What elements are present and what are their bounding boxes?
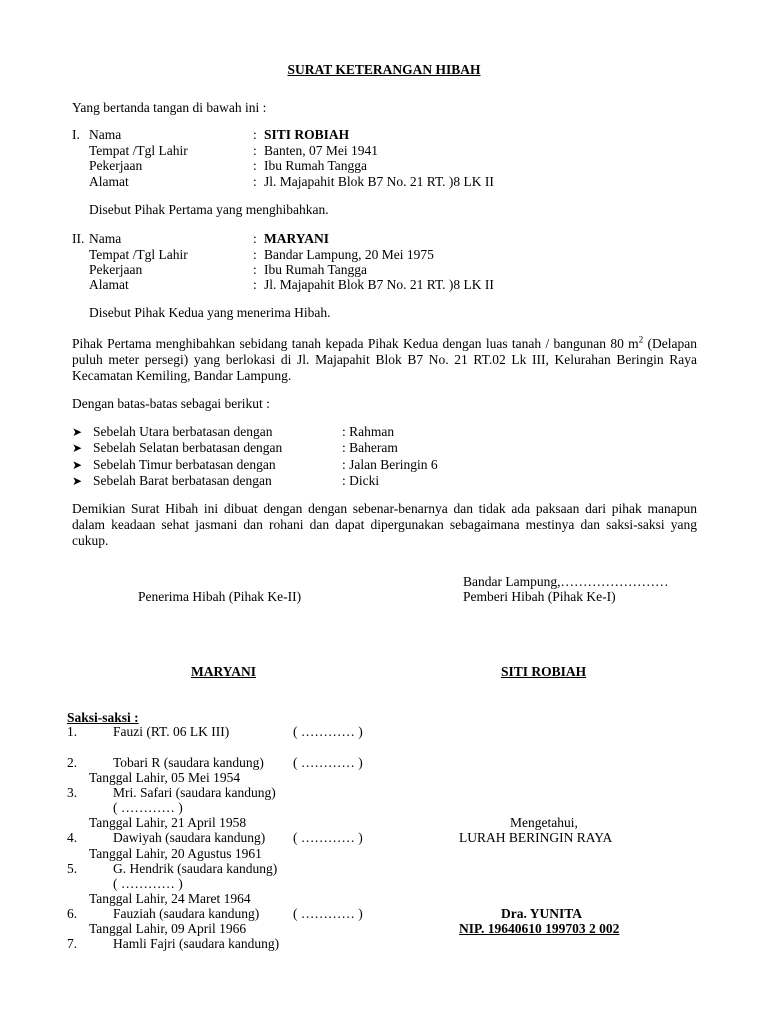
boundary-value: : Jalan Beringin 6 [342, 457, 438, 472]
party-one-address-value: Jl. Majapahit Blok B7 No. 21 RT. )8 LK II [264, 174, 494, 189]
party-one-job-value: Ibu Rumah Tangga [264, 158, 368, 173]
witness-name: Mri. Safari (saudara kandung) [113, 785, 276, 800]
colon: : [253, 262, 257, 277]
party-one-name-label: Nama [89, 127, 122, 142]
official-name: Dra. YUNITA [501, 906, 582, 921]
superscript-2: 2 [638, 334, 644, 345]
party-two-number: II. [72, 231, 85, 246]
boundary-label: Sebelah Utara berbatasan dengan [93, 424, 273, 439]
party-one-job-label: Pekerjaan [89, 158, 143, 173]
party-one-birth-value: Banten, 07 Mei 1941 [264, 143, 378, 158]
closing-paragraph: Demikian Surat Hibah ini dibuat dengan dengan sebenar-benarnya dan tidak ada paksaan dari pihak manapun dalam keadaan sehat jasmani dan rohani dan dapat dipergunakan sebagaimana mestinya dan saksi-saksi yang cukup. [72, 501, 697, 548]
witness-birth: Tanggal Lahir, 21 April 1958 [89, 815, 247, 830]
party-one-address-label: Alamat [89, 174, 129, 189]
witness-birth: Tanggal Lahir, 24 Maret 1964 [89, 891, 251, 906]
receiver-signature-name: MARYANI [191, 664, 257, 679]
intro-text: Yang bertanda tangan di bawah ini : [72, 100, 267, 115]
colon: : [253, 231, 257, 246]
party-two-birth-value: Bandar Lampung, 20 Mei 1975 [264, 247, 434, 262]
receiver-label: Penerima Hibah (Pihak Ke-II) [138, 589, 302, 604]
witness-birth: Tanggal Lahir, 05 Mei 1954 [89, 770, 241, 785]
giver-label: Pemberi Hibah (Pihak Ke-I) [463, 589, 616, 604]
witness-signature-slot: ( ………… ) [293, 906, 363, 921]
witness-signature-slot: ( ………… ) [293, 755, 363, 770]
colon: : [253, 247, 257, 262]
witness-number: 7. [67, 936, 78, 951]
colon: : [253, 174, 257, 189]
document-title: SURAT KETERANGAN HIBAH [287, 62, 481, 77]
witness-number: 5. [67, 861, 78, 876]
party-two-note: Disebut Pihak Kedua yang menerima Hibah. [89, 305, 331, 320]
party-two-address-value: Jl. Majapahit Blok B7 No. 21 RT. )8 LK II [264, 277, 494, 292]
witness-signature-slot: ( ………… ) [113, 800, 183, 815]
arrow-bullet-icon: ➤ [72, 425, 83, 439]
party-two-name-label: Nama [89, 231, 122, 246]
party-one-name-value: SITI ROBIAH [264, 127, 350, 142]
boundary-label: Sebelah Barat berbatasan dengan [93, 473, 272, 488]
party-two-name-value: MARYANI [264, 231, 330, 246]
boundaries-intro: Dengan batas-batas sebagai berikut : [72, 396, 270, 411]
witness-title: Saksi-saksi : [67, 710, 139, 725]
witness-signature-slot: ( ………… ) [293, 724, 363, 739]
witness-name: Tobari R (saudara kandung) [113, 755, 264, 770]
giver-signature-name: SITI ROBIAH [501, 664, 587, 679]
colon: : [253, 158, 257, 173]
arrow-bullet-icon: ➤ [72, 458, 83, 472]
colon: : [253, 143, 257, 158]
boundary-value: : Baheram [342, 440, 398, 455]
party-one-note: Disebut Pihak Pertama yang menghibahkan. [89, 202, 329, 217]
witness-number: 6. [67, 906, 78, 921]
boundary-value: : Dicki [342, 473, 380, 488]
witness-name: Hamli Fajri (saudara kandung) [113, 936, 280, 951]
party-two-job-label: Pekerjaan [89, 262, 143, 277]
witness-signature-slot: ( ………… ) [113, 876, 183, 891]
witness-birth: Tanggal Lahir, 20 Agustus 1961 [89, 846, 262, 861]
party-two-birth-label: Tempat /Tgl Lahir [89, 247, 188, 262]
place-date: Bandar Lampung,…………………… [463, 574, 669, 589]
boundary-label: Sebelah Selatan berbatasan dengan [93, 440, 283, 455]
official-nip: NIP. 19640610 199703 2 002 [459, 921, 620, 936]
witness-name: Fauziah (saudara kandung) [113, 906, 260, 921]
party-two-job-value: Ibu Rumah Tangga [264, 262, 368, 277]
colon: : [253, 127, 257, 142]
party-one-birth-label: Tempat /Tgl Lahir [89, 143, 188, 158]
acknowledged-label: Mengetahui, [510, 815, 578, 830]
boundary-value: : Rahman [342, 424, 395, 439]
arrow-bullet-icon: ➤ [72, 441, 83, 455]
arrow-bullet-icon: ➤ [72, 474, 83, 488]
grant-text-part2: (Delapan puluh meter persegi) yang berlokasi di Jl. Majapahit Blok B7 No. 21 RT.02 Lk III, Kelurahan Beringin Raya Kecamatan Kemiling, Bandar Lampung. [72, 336, 697, 383]
witness-birth: Tanggal Lahir, 09 April 1966 [89, 921, 247, 936]
lurah-title: LURAH BERINGIN RAYA [459, 830, 613, 845]
party-one-number: I. [72, 127, 80, 142]
witness-number: 4. [67, 830, 78, 845]
witness-name: Dawiyah (saudara kandung) [113, 830, 266, 845]
witness-number: 2. [67, 755, 78, 770]
witness-number: 1. [67, 724, 78, 739]
colon: : [253, 277, 257, 292]
grant-paragraph [72, 336, 697, 384]
witness-name: Fauzi (RT. 06 LK III) [113, 724, 230, 739]
witness-name: G. Hendrik (saudara kandung) [113, 861, 278, 876]
grant-text-part1: Pihak Pertama menghibahkan sebidang tanah kepada Pihak Kedua dengan luas tanah / bangunan 80 m [72, 336, 639, 351]
witness-number: 3. [67, 785, 78, 800]
boundary-label: Sebelah Timur berbatasan dengan [93, 457, 276, 472]
party-two-address-label: Alamat [89, 277, 129, 292]
witness-signature-slot: ( ………… ) [293, 830, 363, 845]
